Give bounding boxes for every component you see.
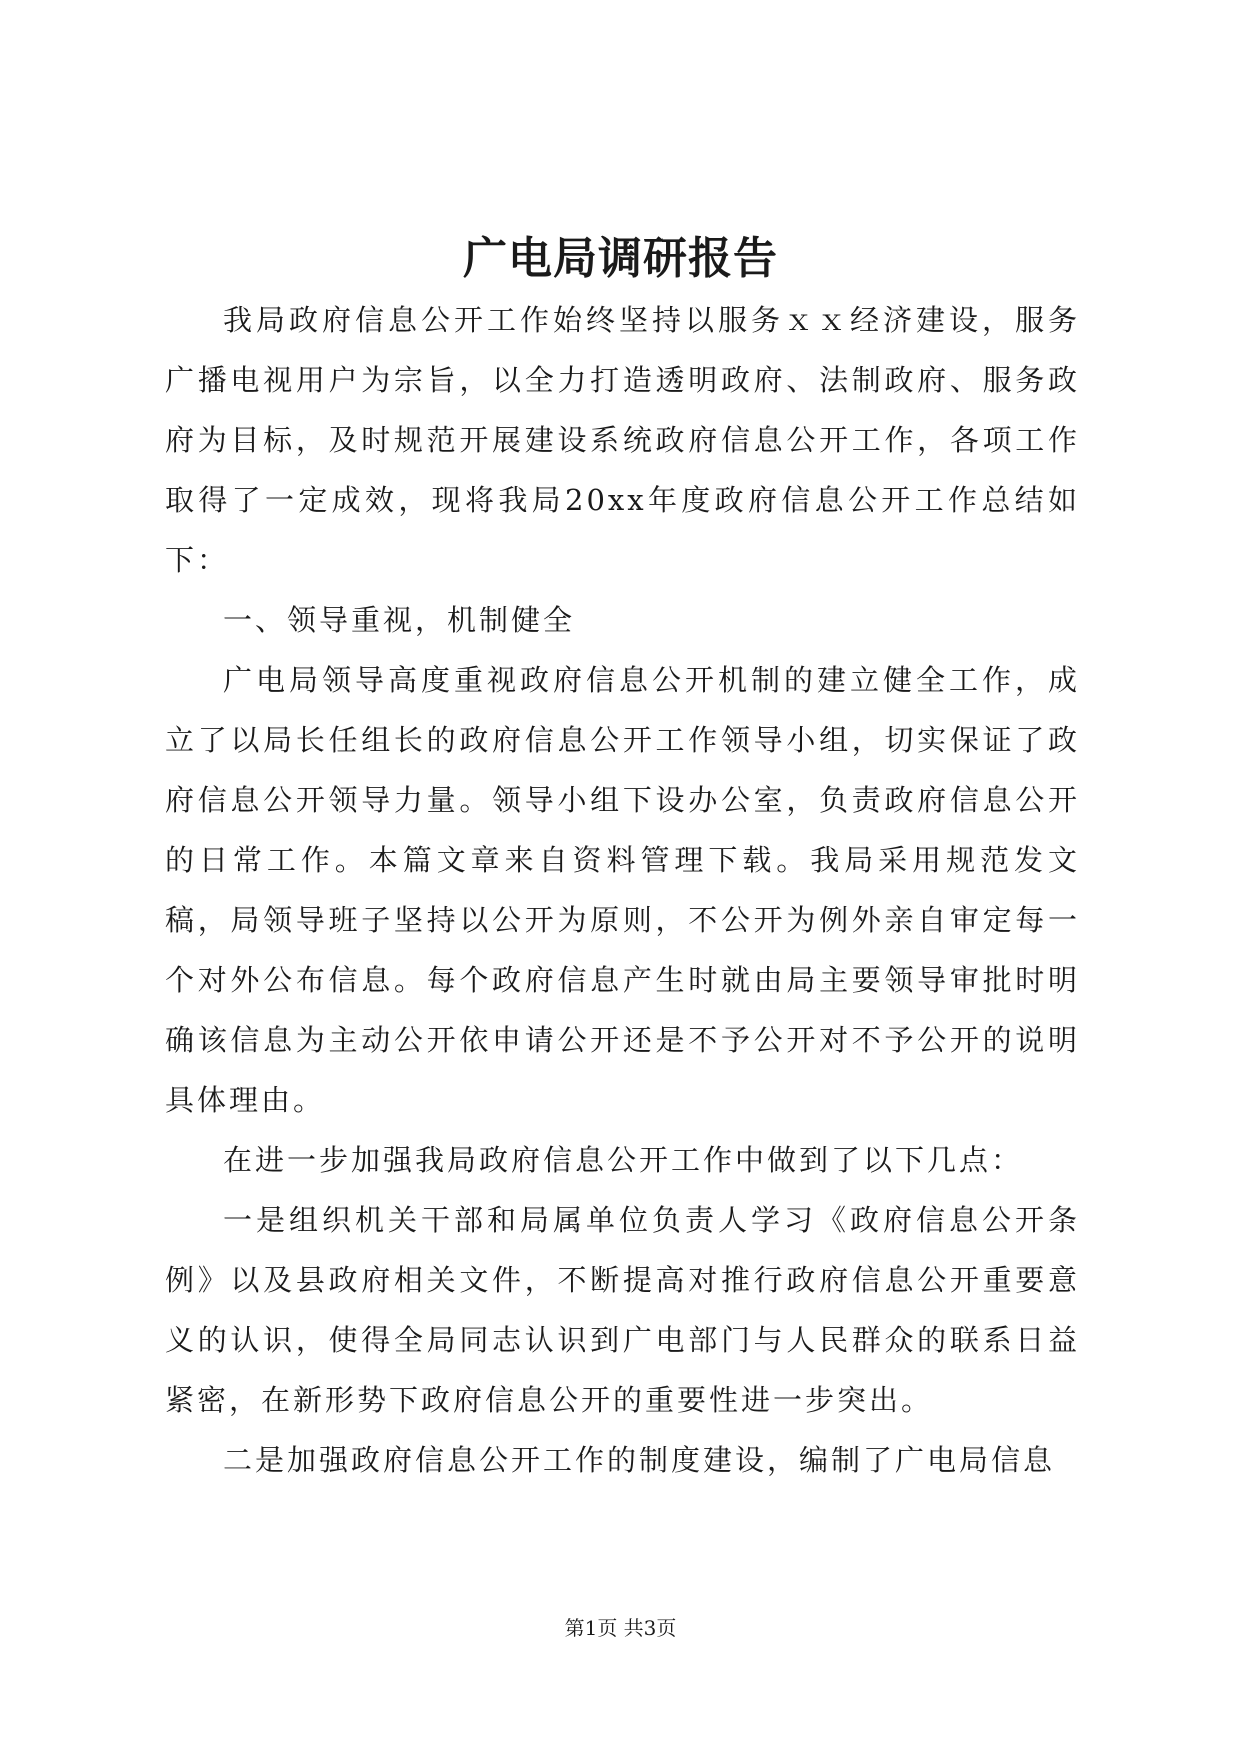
paragraph-point-1: 一是组织机关干部和局属单位负责人学习《政府信息公开条例》以及县政府相关文件，不断提高对推行政府信息公开重要意义的认识，使得全局同志认识到广电部门与人民群众的联系日益紧密，在新形势下政府信息公开的重要性进一步突出。 [165, 1203, 1080, 1417]
document-title: 广电局调研报告 [463, 233, 778, 284]
paragraph-leadership: 广电局领导高度重视政府信息公开机制的建立健全工作，成立了以局长任组长的政府信息公开工作领导小组，切实保证了政府信息公开领导力量。领导小组下设办公室，负责政府信息公开的日常工作。本篇文章来自资料管理下载。我局采用规范发文稿，局领导班子坚持以公开为原则，不公开为例外亲自审定每一个对外公布信息。每个政府信息产生时就由局主要领导审批时明确该信息为主动公开依申请公开还是不予公开对不予公开的说明具体理由。 [165, 663, 1080, 1117]
document-body [165, 290, 1080, 1490]
section-heading-1: 一、领导重视，机制健全 [223, 603, 576, 637]
paragraph-point-2: 二是加强政府信息公开工作的制度建设，编制了广电局信息 [223, 1443, 1056, 1477]
paragraph-points-intro: 在进一步加强我局政府信息公开工作中做到了以下几点： [223, 1143, 1024, 1177]
page-number-footer: 第1页 共3页 [564, 1616, 677, 1640]
paragraph-intro: 我局政府信息公开工作始终坚持以服务ｘｘ经济建设，服务广播电视用户为宗旨，以全力打造透明政府、法制政府、服务政府为目标，及时规范开展建设系统政府信息公开工作，各项工作取得了一定成效，现将我局20xx年度政府信息公开工作总结如下： [165, 303, 1080, 577]
